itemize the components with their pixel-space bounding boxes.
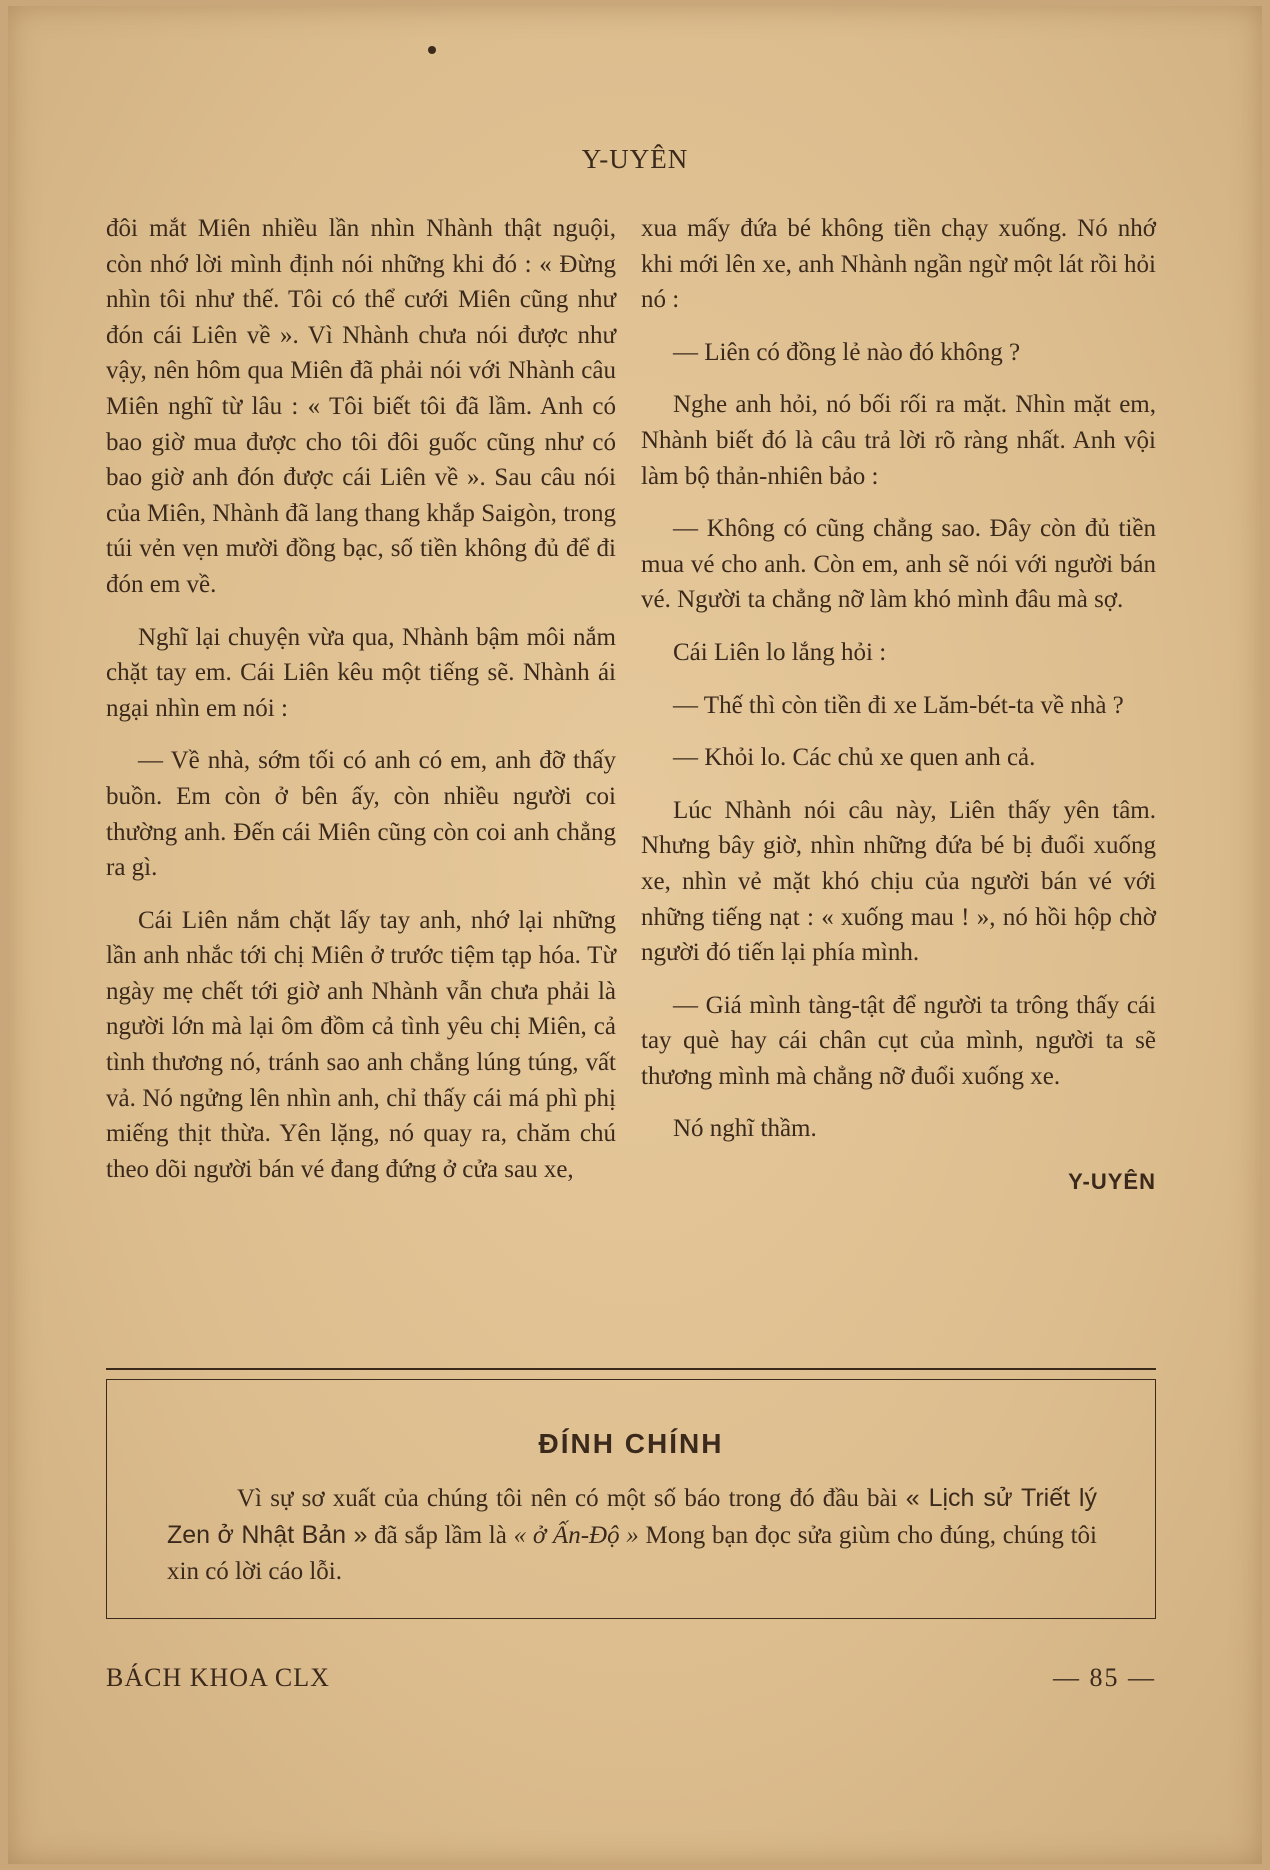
paragraph: Nó nghĩ thầm.: [673, 1115, 817, 1143]
article-title: « Lịch sử Triết lý Zen ở Nhật Bản »: [167, 1484, 1097, 1549]
ink-dot: [428, 46, 436, 54]
paragraph: — Về nhà, sớm tối có anh có em, anh đỡ thấy buồn. Em còn ở bên ấy, còn nhiều người coi thường anh. Đến cái Miên cũng còn coi anh chẳng ra gì.: [106, 747, 616, 882]
correction-text-part: Vì sự sơ xuất của chúng tôi nên có một số báo trong đó đầu bài: [237, 1485, 906, 1512]
paragraph: Lúc Nhành nói câu này, Liên thấy yên tâm. Nhưng bây giờ, nhìn những đứa bé bị đuổi xuống xe, nhìn vẻ mặt khó chịu của người bán vé với những tiếng nạt : « xuống mau ! », nó hồi hộp chờ người đó tiến lại phía mình.: [641, 796, 1156, 967]
left-column: [106, 211, 616, 1204]
right-column: [641, 211, 1156, 1200]
page-number: — 85 —: [1053, 1663, 1156, 1692]
page-header-author: Y-UYÊN: [581, 144, 689, 174]
paragraph: xua mấy đứa bé không tiền chạy xuống. Nó nhớ khi mới lên xe, anh Nhành ngần ngừ một lát rồi hỏi nó :: [641, 215, 1156, 314]
magazine-page: [8, 6, 1262, 1864]
paragraph: Cái Liên nắm chặt lấy tay anh, nhớ lại những lần anh nhắc tới chị Miên ở trước tiệm tạp hóa. Từ ngày mẹ chết tới giờ anh Nhành vẫn chưa phải là người lớn mà lại ôm đồm cả tình yêu chị Miên, cả tình thương nó, tránh sao anh chẳng lúng túng, vất vả. Nó ngửng lên nhìn anh, chỉ thấy cái má phì phị miếng thịt thừa. Yên lặng, nó quay ra, chăm chú theo dõi người bán vé đang đứng ở cửa sau xe,: [106, 906, 616, 1183]
paragraph: — Thế thì còn tiền đi xe Lăm-bét-ta về nhà ?: [673, 691, 1124, 719]
paragraph: — Liên có đồng lẻ nào đó không ?: [673, 338, 1021, 366]
divider: [106, 1368, 1156, 1370]
correction-text-part: Mong bạn đọc sửa giùm cho đúng, chúng tôi xin có lời cáo lỗi.: [167, 1522, 1098, 1585]
paragraph: — Khỏi lo. Các chủ xe quen anh cả.: [673, 744, 1036, 772]
paragraph: Nghĩ lại chuyện vừa qua, Nhành bậm môi nắm chặt tay em. Cái Liên kêu một tiếng sẽ. Nhành ái ngại nhìn em nói :: [106, 623, 616, 722]
paragraph: Cái Liên lo lắng hỏi :: [673, 638, 887, 666]
paragraph: Nghe anh hỏi, nó bối rối ra mặt. Nhìn mặt em, Nhành biết đó là câu trả lời rõ ràng nhất. Anh vội làm bộ thản-nhiên bảo :: [641, 391, 1156, 490]
paragraph: — Không có cũng chẳng sao. Đây còn đủ tiền mua vé cho anh. Còn em, anh sẽ nói với người bán vé. Người ta chẳng nỡ làm khó mình đâu mà sợ.: [641, 515, 1156, 614]
correction-box: [106, 1379, 1156, 1619]
correction-title: ĐÍNH CHÍNH: [538, 1428, 724, 1459]
correction-text: [167, 1480, 1097, 1590]
author-signature: Y-UYÊN: [1068, 1169, 1156, 1195]
paragraph: đôi mắt Miên nhiều lần nhìn Nhành thật nguội, còn nhớ lời mình định nói những khi đó : « Đừng nhìn tôi như thế. Tôi có thể cưới Miên cũng như đón cái Liên về ». Vì Nhành chưa nói được như vậy, nên hôm qua Miên đã phải nói với Nhành câu Miên nghĩ từ lâu : « Tôi biết tôi đã lầm. Anh có bao giờ mua được cho tôi đôi guốc cũng như có bao giờ anh đón được cái Liên về ». Sau câu nói của Miên, Nhành đã lang thang khắp Saigòn, trong túi vẻn vẹn mười đồng bạc, số tiền không đủ để đi đón em về.: [106, 215, 616, 598]
correction-text-part: đã sắp lầm là: [367, 1522, 514, 1549]
paragraph: — Giá mình tàng-tật để người ta trông thấy cái tay què hay cái chân cụt của mình, người ta sẽ thương mình mà chẳng nỡ đuổi xuống xe.: [641, 991, 1156, 1090]
magazine-name: BÁCH KHOA CLX: [106, 1663, 330, 1692]
wrong-text: « ở Ấn-Độ »: [513, 1522, 639, 1549]
